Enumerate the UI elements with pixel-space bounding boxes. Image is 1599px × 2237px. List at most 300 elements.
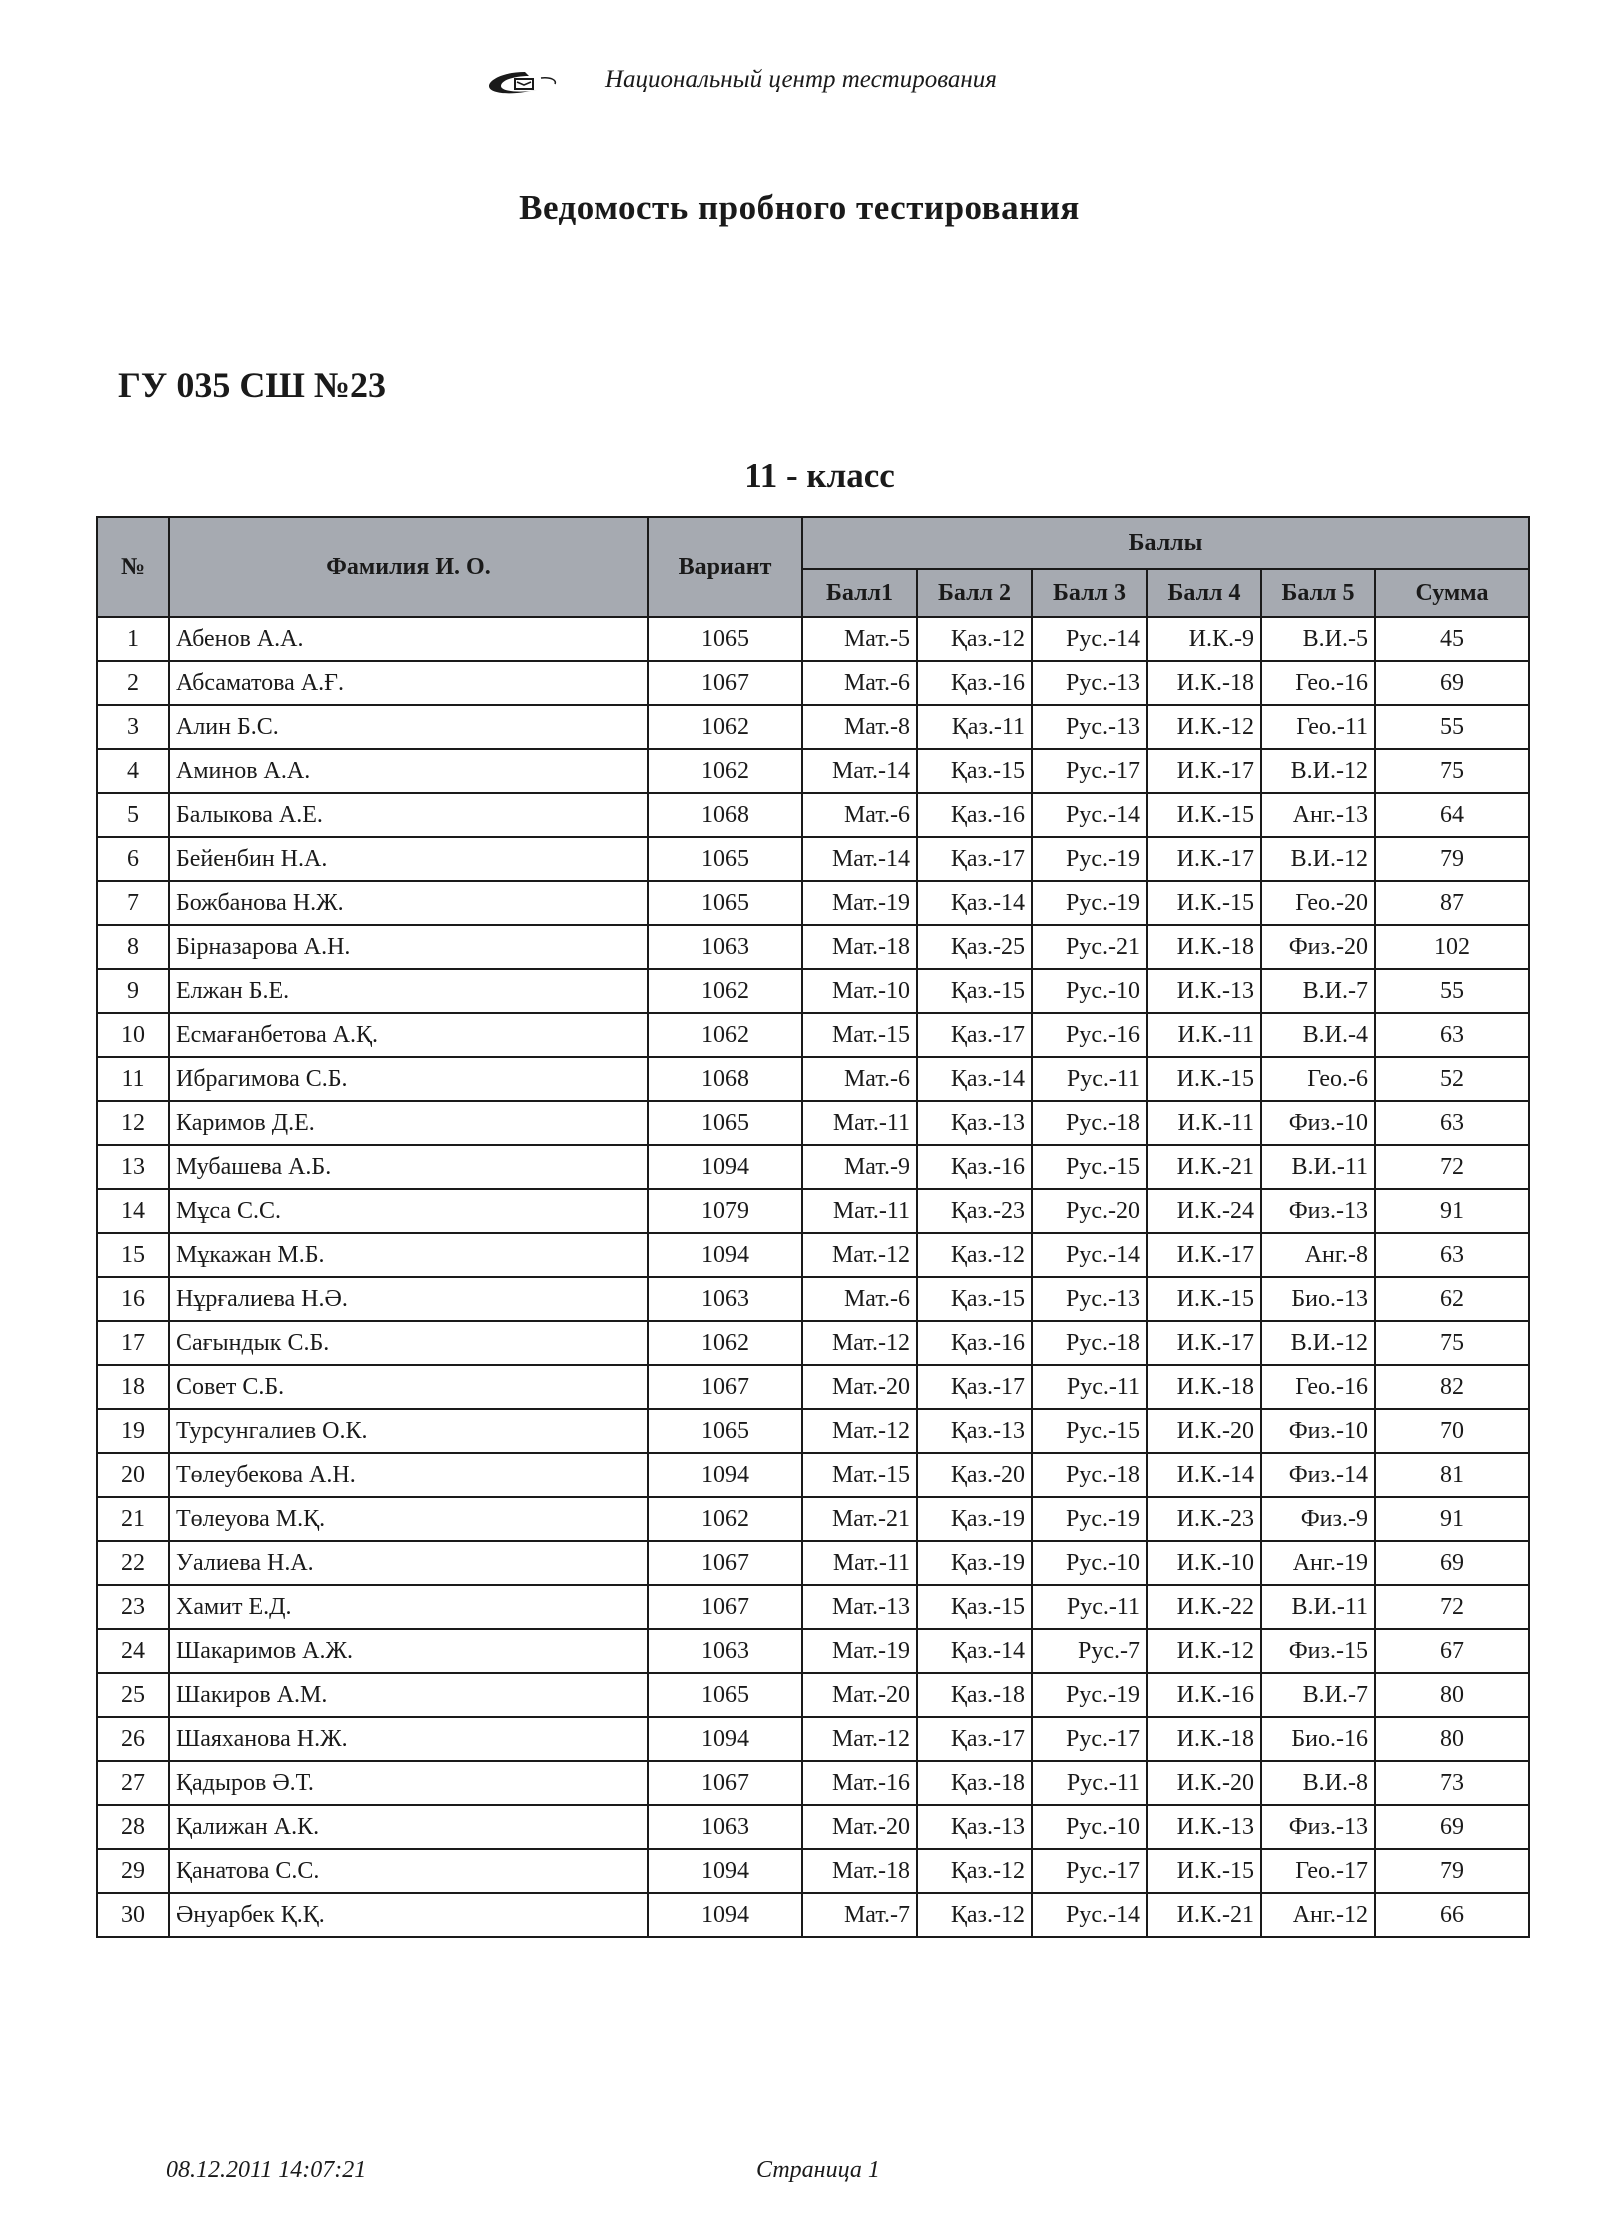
variant-cell: 1067 [648,1761,802,1805]
score3-cell: Рус.-19 [1032,1497,1147,1541]
score1-cell: Мат.-8 [802,705,917,749]
score4-cell: И.К.-14 [1147,1453,1261,1497]
score1-cell: Мат.-10 [802,969,917,1013]
variant-cell: 1068 [648,793,802,837]
score1-cell: Мат.-19 [802,1629,917,1673]
score3-cell: Рус.-15 [1032,1145,1147,1189]
score1-cell: Мат.-20 [802,1673,917,1717]
table-row [97,1629,1529,1673]
score5-cell: Физ.-15 [1261,1629,1375,1673]
score2-cell: Қаз.-15 [917,1277,1032,1321]
score4-cell: И.К.-21 [1147,1893,1261,1937]
results-body [97,617,1529,1937]
variant-cell: 1094 [648,1233,802,1277]
sum-cell: 91 [1375,1189,1529,1233]
score5-cell: В.И.-8 [1261,1761,1375,1805]
student-name-cell: Мубашева А.Б. [169,1145,648,1189]
sum-cell: 69 [1375,661,1529,705]
score5-cell: Физ.-20 [1261,925,1375,969]
score5-cell: Физ.-13 [1261,1805,1375,1849]
score2-cell: Қаз.-12 [917,1233,1032,1277]
score3-cell: Рус.-19 [1032,1673,1147,1717]
score4-cell: И.К.-18 [1147,661,1261,705]
row-number-cell: 22 [97,1541,169,1585]
score3-cell: Рус.-17 [1032,749,1147,793]
table-row [97,1409,1529,1453]
table-row [97,1673,1529,1717]
row-number-cell: 1 [97,617,169,661]
row-number-cell: 23 [97,1585,169,1629]
student-name-cell: Турсунгалиев О.К. [169,1409,648,1453]
sum-cell: 79 [1375,1849,1529,1893]
score2-cell: Қаз.-13 [917,1805,1032,1849]
table-row [97,1761,1529,1805]
score2-cell: Қаз.-16 [917,661,1032,705]
table-row [97,705,1529,749]
row-number-cell: 29 [97,1849,169,1893]
score5-cell: В.И.-7 [1261,969,1375,1013]
score2-cell: Қаз.-12 [917,1849,1032,1893]
sum-cell: 72 [1375,1585,1529,1629]
student-name-cell: Елжан Б.Е. [169,969,648,1013]
score5-cell: В.И.-11 [1261,1145,1375,1189]
column-header-score2: Балл 2 [917,569,1032,617]
row-number-cell: 17 [97,1321,169,1365]
score1-cell: Мат.-9 [802,1145,917,1189]
score2-cell: Қаз.-23 [917,1189,1032,1233]
score4-cell: И.К.-18 [1147,1365,1261,1409]
score4-cell: И.К.-24 [1147,1189,1261,1233]
score2-cell: Қаз.-17 [917,837,1032,881]
score2-cell: Қаз.-17 [917,1013,1032,1057]
variant-cell: 1062 [648,705,802,749]
sum-cell: 79 [1375,837,1529,881]
score3-cell: Рус.-19 [1032,881,1147,925]
table-row [97,1101,1529,1145]
student-name-cell: Шакаримов А.Ж. [169,1629,648,1673]
variant-cell: 1094 [648,1893,802,1937]
row-number-cell: 25 [97,1673,169,1717]
score3-cell: Рус.-14 [1032,617,1147,661]
table-row [97,749,1529,793]
student-name-cell: Абсаматова А.Ғ. [169,661,648,705]
score3-cell: Рус.-14 [1032,1893,1147,1937]
table-row [97,837,1529,881]
score1-cell: Мат.-15 [802,1013,917,1057]
score3-cell: Рус.-10 [1032,1805,1147,1849]
row-number-cell: 10 [97,1013,169,1057]
score1-cell: Мат.-12 [802,1717,917,1761]
student-name-cell: Қанатова С.С. [169,1849,648,1893]
row-number-cell: 11 [97,1057,169,1101]
row-number-cell: 24 [97,1629,169,1673]
student-name-cell: Қалижан А.К. [169,1805,648,1849]
sum-cell: 87 [1375,881,1529,925]
row-number-cell: 13 [97,1145,169,1189]
organization-name: Национальный центр тестирования [605,66,997,93]
variant-cell: 1062 [648,1497,802,1541]
score4-cell: И.К.-18 [1147,1717,1261,1761]
sum-cell: 70 [1375,1409,1529,1453]
score5-cell: Физ.-13 [1261,1189,1375,1233]
row-number-cell: 7 [97,881,169,925]
score5-cell: Био.-13 [1261,1277,1375,1321]
score2-cell: Қаз.-15 [917,749,1032,793]
score1-cell: Мат.-12 [802,1409,917,1453]
score2-cell: Қаз.-25 [917,925,1032,969]
column-header-variant: Вариант [648,517,802,617]
score2-cell: Қаз.-13 [917,1101,1032,1145]
score5-cell: Гео.-17 [1261,1849,1375,1893]
row-number-cell: 14 [97,1189,169,1233]
variant-cell: 1094 [648,1717,802,1761]
score5-cell: В.И.-12 [1261,837,1375,881]
table-row [97,661,1529,705]
score4-cell: И.К.-15 [1147,1277,1261,1321]
results-table [96,516,1530,1938]
score5-cell: В.И.-12 [1261,749,1375,793]
column-header-score4: Балл 4 [1147,569,1261,617]
score3-cell: Рус.-11 [1032,1365,1147,1409]
row-number-cell: 19 [97,1409,169,1453]
score1-cell: Мат.-5 [802,617,917,661]
score5-cell: В.И.-12 [1261,1321,1375,1365]
student-name-cell: Божбанова Н.Ж. [169,881,648,925]
score3-cell: Рус.-10 [1032,969,1147,1013]
score1-cell: Мат.-20 [802,1365,917,1409]
score1-cell: Мат.-12 [802,1321,917,1365]
score3-cell: Рус.-15 [1032,1409,1147,1453]
score3-cell: Рус.-18 [1032,1321,1147,1365]
variant-cell: 1062 [648,969,802,1013]
score2-cell: Қаз.-19 [917,1497,1032,1541]
variant-cell: 1094 [648,1145,802,1189]
score2-cell: Қаз.-12 [917,1893,1032,1937]
score1-cell: Мат.-18 [802,1849,917,1893]
score4-cell: И.К.-13 [1147,1805,1261,1849]
score4-cell: И.К.-13 [1147,969,1261,1013]
table-row [97,1277,1529,1321]
variant-cell: 1067 [648,1365,802,1409]
score4-cell: И.К.-17 [1147,1233,1261,1277]
score4-cell: И.К.-22 [1147,1585,1261,1629]
score3-cell: Рус.-20 [1032,1189,1147,1233]
score1-cell: Мат.-19 [802,881,917,925]
table-row [97,969,1529,1013]
score2-cell: Қаз.-12 [917,617,1032,661]
table-row [97,1189,1529,1233]
score2-cell: Қаз.-19 [917,1541,1032,1585]
sum-cell: 55 [1375,969,1529,1013]
sum-cell: 66 [1375,1893,1529,1937]
score4-cell: И.К.-18 [1147,925,1261,969]
sum-cell: 80 [1375,1673,1529,1717]
table-row [97,793,1529,837]
table-row [97,1365,1529,1409]
row-number-cell: 27 [97,1761,169,1805]
sum-cell: 75 [1375,1321,1529,1365]
score2-cell: Қаз.-14 [917,881,1032,925]
column-header-score3: Балл 3 [1032,569,1147,617]
sum-cell: 45 [1375,617,1529,661]
score4-cell: И.К.-20 [1147,1409,1261,1453]
score4-cell: И.К.-15 [1147,1849,1261,1893]
row-number-cell: 18 [97,1365,169,1409]
score2-cell: Қаз.-13 [917,1409,1032,1453]
student-name-cell: Нұрғалиева Н.Ә. [169,1277,648,1321]
table-row [97,1717,1529,1761]
score4-cell: И.К.-17 [1147,837,1261,881]
score5-cell: Био.-16 [1261,1717,1375,1761]
student-name-cell: Төлеуова М.Қ. [169,1497,648,1541]
row-number-cell: 3 [97,705,169,749]
variant-cell: 1065 [648,1673,802,1717]
score2-cell: Қаз.-16 [917,1145,1032,1189]
student-name-cell: Есмағанбетова А.Қ. [169,1013,648,1057]
score2-cell: Қаз.-17 [917,1717,1032,1761]
row-number-cell: 4 [97,749,169,793]
row-number-cell: 12 [97,1101,169,1145]
student-name-cell: Совет С.Б. [169,1365,648,1409]
score3-cell: Рус.-7 [1032,1629,1147,1673]
table-row [97,1321,1529,1365]
student-name-cell: Каримов Д.Е. [169,1101,648,1145]
variant-cell: 1065 [648,837,802,881]
score2-cell: Қаз.-14 [917,1629,1032,1673]
row-number-cell: 15 [97,1233,169,1277]
score4-cell: И.К.-10 [1147,1541,1261,1585]
score5-cell: Физ.-9 [1261,1497,1375,1541]
score4-cell: И.К.-9 [1147,617,1261,661]
score1-cell: Мат.-14 [802,837,917,881]
score3-cell: Рус.-18 [1032,1453,1147,1497]
score5-cell: Гео.-16 [1261,1365,1375,1409]
sum-cell: 62 [1375,1277,1529,1321]
score3-cell: Рус.-11 [1032,1761,1147,1805]
score5-cell: В.И.-5 [1261,617,1375,661]
table-row [97,1541,1529,1585]
score3-cell: Рус.-19 [1032,837,1147,881]
score4-cell: И.К.-15 [1147,793,1261,837]
score3-cell: Рус.-17 [1032,1717,1147,1761]
variant-cell: 1065 [648,1409,802,1453]
score3-cell: Рус.-10 [1032,1541,1147,1585]
score4-cell: И.К.-21 [1147,1145,1261,1189]
table-row [97,1233,1529,1277]
score2-cell: Қаз.-18 [917,1673,1032,1717]
score2-cell: Қаз.-15 [917,1585,1032,1629]
sum-cell: 69 [1375,1541,1529,1585]
table-row [97,617,1529,661]
score2-cell: Қаз.-16 [917,1321,1032,1365]
score5-cell: Гео.-16 [1261,661,1375,705]
variant-cell: 1063 [648,925,802,969]
table-row [97,1893,1529,1937]
student-name-cell: Мұкажан М.Б. [169,1233,648,1277]
class-name: 11 - класс [744,456,895,495]
sum-cell: 63 [1375,1233,1529,1277]
row-number-cell: 8 [97,925,169,969]
score4-cell: И.К.-11 [1147,1013,1261,1057]
score2-cell: Қаз.-17 [917,1365,1032,1409]
print-datetime: 08.12.2011 14:07:21 [166,2157,367,2183]
table-row [97,1849,1529,1893]
sum-cell: 52 [1375,1057,1529,1101]
sum-cell: 63 [1375,1101,1529,1145]
column-header-score5: Балл 5 [1261,569,1375,617]
sum-cell: 72 [1375,1145,1529,1189]
row-number-cell: 20 [97,1453,169,1497]
score1-cell: Мат.-13 [802,1585,917,1629]
score1-cell: Мат.-6 [802,1277,917,1321]
score2-cell: Қаз.-11 [917,705,1032,749]
score1-cell: Мат.-11 [802,1189,917,1233]
variant-cell: 1065 [648,617,802,661]
score3-cell: Рус.-14 [1032,1233,1147,1277]
student-name-cell: Бірназарова А.Н. [169,925,648,969]
score5-cell: Гео.-11 [1261,705,1375,749]
column-header-score1: Балл1 [802,569,917,617]
student-name-cell: Уалиева Н.А. [169,1541,648,1585]
score2-cell: Қаз.-15 [917,969,1032,1013]
student-name-cell: Шаяханова Н.Ж. [169,1717,648,1761]
score1-cell: Мат.-11 [802,1101,917,1145]
sum-cell: 102 [1375,925,1529,969]
column-header-name: Фамилия И. О. [169,517,648,617]
student-name-cell: Алин Б.С. [169,705,648,749]
sum-cell: 73 [1375,1761,1529,1805]
row-number-cell: 5 [97,793,169,837]
row-number-cell: 6 [97,837,169,881]
score4-cell: И.К.-12 [1147,1629,1261,1673]
score5-cell: В.И.-7 [1261,1673,1375,1717]
row-number-cell: 21 [97,1497,169,1541]
variant-cell: 1079 [648,1189,802,1233]
page-number: Страница 1 [756,2157,880,2183]
sum-cell: 64 [1375,793,1529,837]
score3-cell: Рус.-18 [1032,1101,1147,1145]
sum-cell: 91 [1375,1497,1529,1541]
score1-cell: Мат.-20 [802,1805,917,1849]
score1-cell: Мат.-6 [802,793,917,837]
score5-cell: Физ.-10 [1261,1101,1375,1145]
student-name-cell: Мұса С.С. [169,1189,648,1233]
variant-cell: 1065 [648,1101,802,1145]
ntc-logo-icon [485,68,569,98]
table-header-row [97,517,1529,569]
variant-cell: 1062 [648,1321,802,1365]
score5-cell: В.И.-11 [1261,1585,1375,1629]
column-header-sum: Сумма [1375,569,1529,617]
student-name-cell: Хамит Е.Д. [169,1585,648,1629]
org-header [485,62,1085,102]
score3-cell: Рус.-11 [1032,1585,1147,1629]
student-name-cell: Аминов А.А. [169,749,648,793]
variant-cell: 1063 [648,1277,802,1321]
sum-cell: 80 [1375,1717,1529,1761]
score4-cell: И.К.-16 [1147,1673,1261,1717]
row-number-cell: 2 [97,661,169,705]
student-name-cell: Қадыров Ә.Т. [169,1761,648,1805]
student-name-cell: Шакиров А.М. [169,1673,648,1717]
table-row [97,1497,1529,1541]
student-name-cell: Абенов А.А. [169,617,648,661]
sum-cell: 75 [1375,749,1529,793]
score1-cell: Мат.-16 [802,1761,917,1805]
sum-cell: 81 [1375,1453,1529,1497]
variant-cell: 1068 [648,1057,802,1101]
variant-cell: 1067 [648,1541,802,1585]
score3-cell: Рус.-13 [1032,1277,1147,1321]
table-row [97,881,1529,925]
score5-cell: Физ.-10 [1261,1409,1375,1453]
row-number-cell: 28 [97,1805,169,1849]
variant-cell: 1062 [648,749,802,793]
student-name-cell: Төлеубекова А.Н. [169,1453,648,1497]
variant-cell: 1062 [648,1013,802,1057]
row-number-cell: 9 [97,969,169,1013]
student-name-cell: Сағындык С.Б. [169,1321,648,1365]
score1-cell: Мат.-6 [802,661,917,705]
score5-cell: Анг.-12 [1261,1893,1375,1937]
score4-cell: И.К.-11 [1147,1101,1261,1145]
variant-cell: 1063 [648,1629,802,1673]
column-header-scores-group: Баллы [802,517,1529,569]
score1-cell: Мат.-14 [802,749,917,793]
sum-cell: 55 [1375,705,1529,749]
score2-cell: Қаз.-16 [917,793,1032,837]
variant-cell: 1063 [648,1805,802,1849]
score1-cell: Мат.-12 [802,1233,917,1277]
variant-cell: 1067 [648,1585,802,1629]
score4-cell: И.К.-12 [1147,705,1261,749]
table-row [97,1057,1529,1101]
score2-cell: Қаз.-14 [917,1057,1032,1101]
score5-cell: Гео.-20 [1261,881,1375,925]
score3-cell: Рус.-17 [1032,1849,1147,1893]
score3-cell: Рус.-13 [1032,661,1147,705]
variant-cell: 1065 [648,881,802,925]
score1-cell: Мат.-11 [802,1541,917,1585]
variant-cell: 1094 [648,1849,802,1893]
variant-cell: 1067 [648,661,802,705]
score3-cell: Рус.-11 [1032,1057,1147,1101]
variant-cell: 1094 [648,1453,802,1497]
score5-cell: Физ.-14 [1261,1453,1375,1497]
score5-cell: Анг.-8 [1261,1233,1375,1277]
score2-cell: Қаз.-18 [917,1761,1032,1805]
sum-cell: 67 [1375,1629,1529,1673]
score4-cell: И.К.-15 [1147,1057,1261,1101]
score1-cell: Мат.-15 [802,1453,917,1497]
score1-cell: Мат.-6 [802,1057,917,1101]
score1-cell: Мат.-18 [802,925,917,969]
student-name-cell: Әнуарбек Қ.Қ. [169,1893,648,1937]
table-row [97,1805,1529,1849]
score3-cell: Рус.-21 [1032,925,1147,969]
student-name-cell: Балыкова А.Е. [169,793,648,837]
school-name: ГУ 035 СШ №23 [118,365,387,405]
score3-cell: Рус.-16 [1032,1013,1147,1057]
score1-cell: Мат.-21 [802,1497,917,1541]
score4-cell: И.К.-23 [1147,1497,1261,1541]
table-row [97,1013,1529,1057]
score4-cell: И.К.-17 [1147,1321,1261,1365]
student-name-cell: Ибрагимова С.Б. [169,1057,648,1101]
score4-cell: И.К.-17 [1147,749,1261,793]
score3-cell: Рус.-14 [1032,793,1147,837]
score1-cell: Мат.-7 [802,1893,917,1937]
